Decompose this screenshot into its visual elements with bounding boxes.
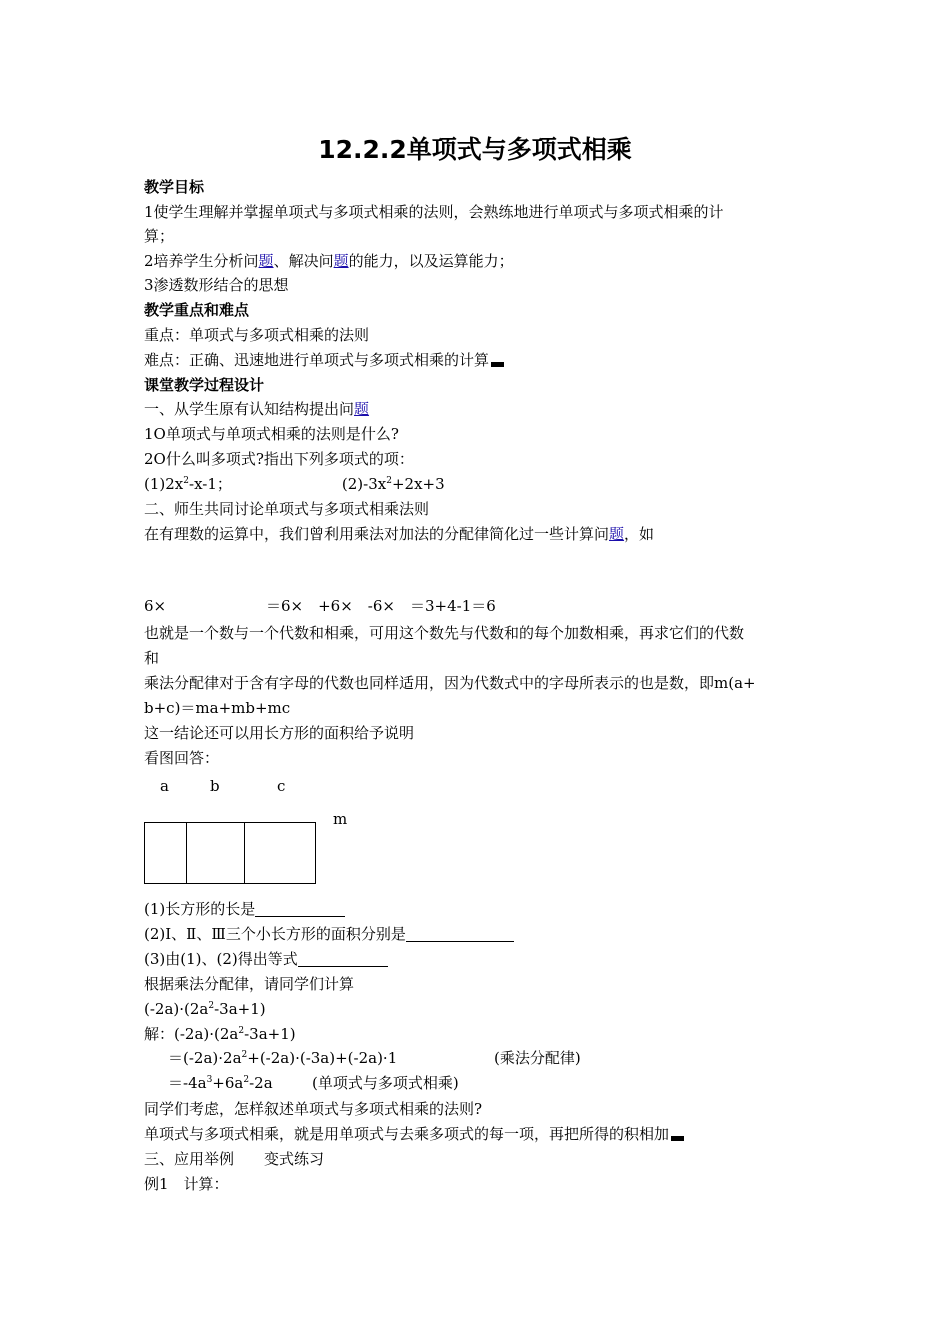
figure-label-m: m: [333, 810, 348, 828]
think-question: 同学们考虑，怎样叙述单项式与多项式相乘的法则?: [144, 1100, 483, 1118]
section-3: 三、应用举例 变式练习: [144, 1150, 325, 1168]
goal-2-link-1[interactable]: 题: [258, 252, 274, 270]
heading-process: 课堂教学过程设计: [144, 376, 265, 394]
polynomial-examples: [144, 472, 814, 497]
law-line-2: b+c)＝ma+mb+mc: [144, 699, 291, 717]
goal-2: [144, 249, 814, 274]
goal-2-text-a: 2培养学生分析问: [144, 252, 259, 270]
law-line-1: 乘法分配律对于含有字母的代数也同样适用，因为代数式中的字母所表示的也是数，即m(a+: [144, 674, 756, 692]
section-1: [144, 397, 814, 422]
meaning-line-2: 和: [144, 649, 160, 667]
answer-blank-1[interactable]: [255, 900, 345, 917]
solution-step-1-note: (乘法分配律): [494, 1049, 581, 1067]
answer-blank-3[interactable]: [298, 950, 388, 967]
heading-goals: 教学目标: [144, 178, 205, 196]
figure-question-3: (3)由(1)、(2)得出等式: [144, 947, 814, 972]
end-mark-icon: [671, 1136, 684, 1141]
figure-label-c: c: [277, 777, 286, 795]
goal-2-text-b: 、解决问: [273, 252, 334, 270]
rational-intro-link[interactable]: 题: [609, 525, 625, 543]
goal-1-line-2: 算；: [144, 227, 175, 245]
figure-label-a: a: [160, 777, 169, 795]
area-explanation: 这一结论还可以用长方形的面积给予说明: [144, 724, 415, 742]
compute-intro: 根据乘法分配律，请同学们计算: [144, 975, 355, 993]
goal-1-line-1: 1使学生理解并掌握单项式与多项式相乘的法则，会熟练地进行单项式与多项式相乘的计: [144, 203, 724, 221]
section-1-text: 一、从学生原有认知结构提出问: [144, 400, 355, 418]
solution-step-2: $=-4a^3+6a^2-2a$: [168, 1074, 273, 1092]
polynomial-1: $(1)2x^2-x-1$；: [144, 475, 232, 493]
rectangle-figure: [144, 822, 316, 884]
goal-3: 3渗透数形结合的思想: [144, 276, 289, 294]
goal-2-link-2[interactable]: 题: [333, 252, 349, 270]
section-2: 二、师生共同讨论单项式与多项式相乘法则: [144, 500, 430, 518]
solution-step-2-note: (单项式与多项式相乘): [312, 1074, 459, 1092]
figure-question-1: (1)长方形的长是: [144, 897, 814, 922]
figure-question-2: (2)Ⅰ、Ⅱ、Ⅲ三个小长方形的面积分别是: [144, 922, 814, 947]
polynomial-2: $(2)-3x^2+2x+3$: [341, 475, 445, 493]
calc-left: 6×: [144, 597, 167, 615]
section-1-link[interactable]: 题: [354, 400, 370, 418]
answer-blank-2[interactable]: [406, 925, 514, 942]
example-1: 例1 计算：: [144, 1175, 229, 1193]
look-at-figure: 看图回答：: [144, 749, 220, 767]
meaning-line-1: 也就是一个数与一个代数和相乘，可用这个数先与代数和的每个加数相乘，再求它们的代数: [144, 624, 745, 642]
solution-line: 解：$(-2a)\cdot(2a^2-3a+1)$: [144, 1025, 296, 1043]
rational-intro-tail: ，如: [624, 525, 655, 543]
compute-expression: $(-2a)\cdot(2a^2-3a+1)$: [144, 1000, 266, 1018]
review-question-1: 1O单项式与单项式相乘的法则是什么?: [144, 425, 399, 443]
solution-step-1: $=(-2a)\cdot 2a^2+(-2a)\cdot(-3a)+(-2a)\cdot 1$: [168, 1049, 398, 1067]
page-title: 12.2.2单项式与多项式相乘: [318, 135, 632, 164]
rule-statement-line: [144, 1122, 814, 1147]
figure-label-b: b: [210, 777, 220, 795]
rational-intro-text: 在有理数的运算中，我们曾利用乘法对加法的分配律简化过一些计算问: [144, 525, 610, 543]
key-difficulty: 难点：正确、迅速地进行单项式与多项式相乘的计算: [144, 351, 490, 369]
heading-keys: 教学重点和难点: [144, 301, 250, 319]
review-question-2: 2O什么叫多项式?指出下列多项式的项：: [144, 450, 414, 468]
key-difficulty-line: [144, 348, 814, 373]
rational-intro: [144, 522, 814, 547]
goal-2-text-c: 的能力，以及运算能力；: [348, 252, 514, 270]
rule-statement: 单项式与多项式相乘，就是用单项式与去乘多项式的每一项，再把所得的积相加: [144, 1125, 670, 1143]
end-mark-icon: [491, 362, 504, 367]
key-focus: 重点：单项式与多项式相乘的法则: [144, 326, 370, 344]
calc-right: ＝6× +6× -6× ＝3+4-1＝6: [266, 597, 496, 615]
rectangle-divider-2: [244, 823, 245, 883]
rectangle-divider-1: [186, 823, 187, 883]
